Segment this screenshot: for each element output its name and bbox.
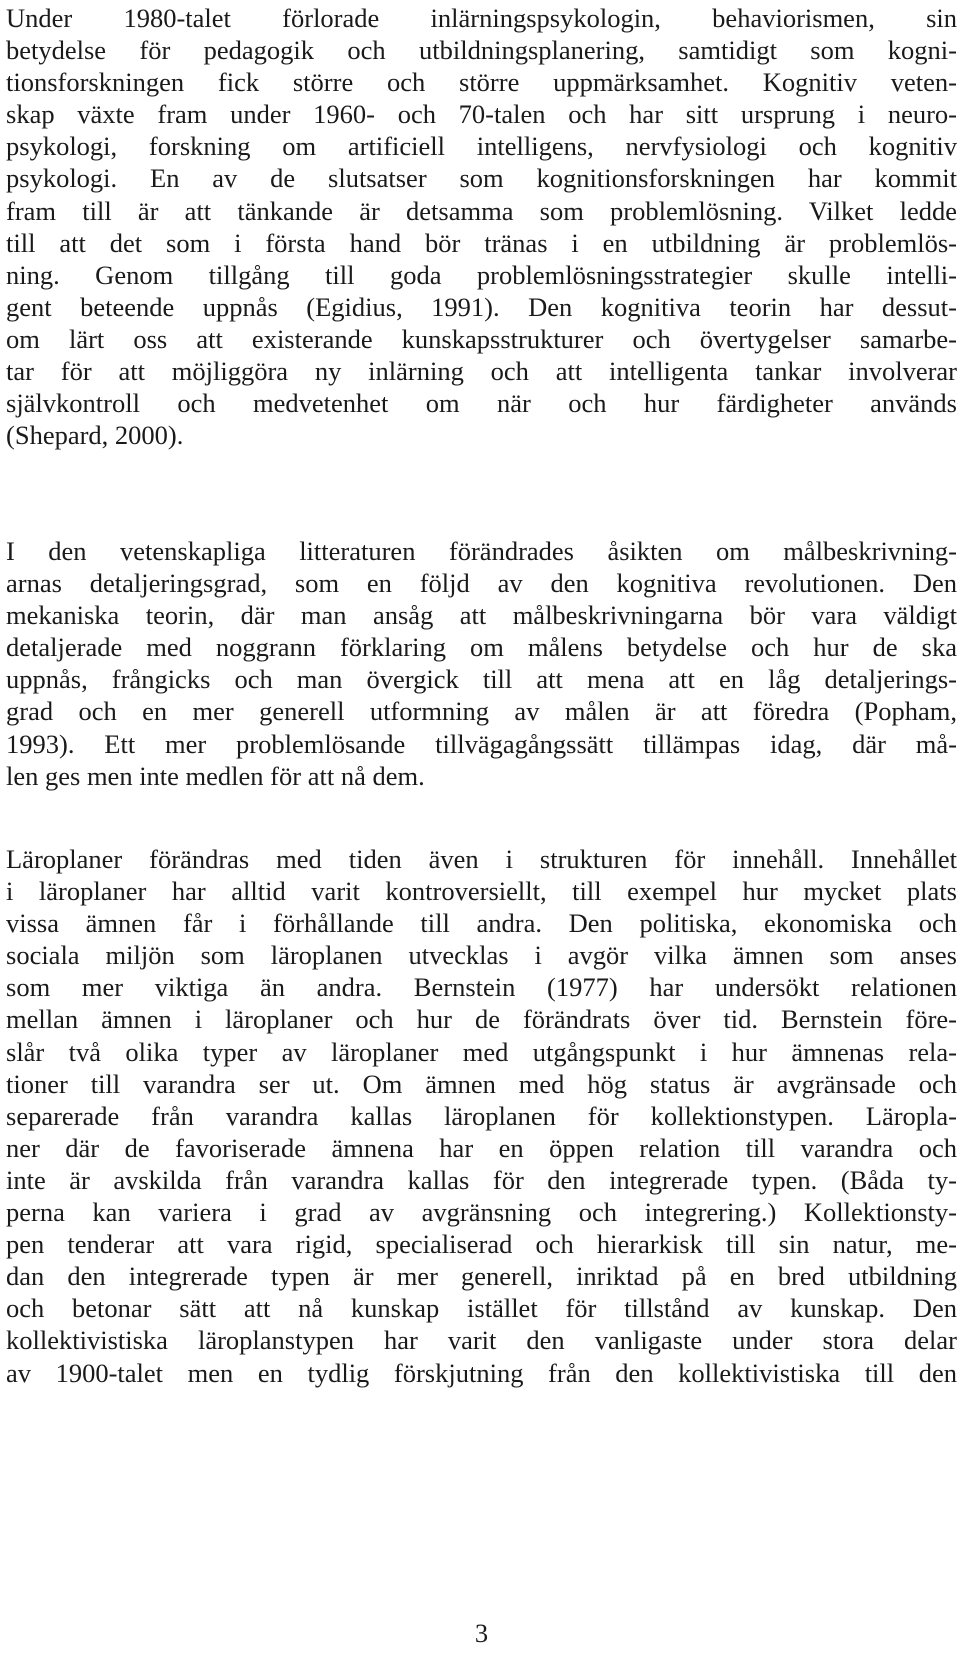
- text-line: grad och en mer generell utformning av målen är att föredra (Popham,: [6, 696, 957, 727]
- text-line: Under 1980-talet förlorade inlärningspsykologin, behaviorismen, sin: [6, 3, 957, 33]
- text-line: ner där de favoriserade ämnena har en öppen relation till varandra och: [6, 1132, 957, 1163]
- text-line: separerade från varandra kallas läroplanen för kollektionstypen. Läropla-: [6, 1100, 957, 1131]
- text-line: uppnås, frångicks och man övergick till att mena att en låg detaljerings-: [6, 664, 957, 695]
- text-line: vissa ämnen får i förhållande till andra. Den politiska, ekonomiska och: [6, 908, 957, 939]
- text-line: (Shepard, 2000).: [6, 420, 184, 451]
- text-line: som mer viktiga än andra. Bernstein (1977) har undersökt relationen: [6, 972, 957, 1003]
- text-line: ning. Genom tillgång till goda problemlösningsstrategier skulle intelli-: [6, 259, 957, 290]
- paragraph-behaviorism: [6, 2, 957, 451]
- text-line: fram till är att tänkande är detsamma som problemlösning. Vilket ledde: [6, 195, 957, 226]
- text-line: Läroplaner förändras med tiden även i strukturen för innehåll. Innehållet: [6, 844, 957, 874]
- text-line: psykologi, forskning om artificiell intelligens, nervfysiologi och kognitiv: [6, 131, 957, 162]
- text-line: I den vetenskapliga litteraturen förändrades åsikten om målbeskrivning-: [6, 536, 957, 566]
- text-line: slår två olika typer av läroplaner med utgångspunkt i hur ämnenas rela-: [6, 1036, 957, 1067]
- text-line: skap växte fram under 1960- och 70-talen och har sitt ursprung i neuro-: [6, 99, 957, 130]
- text-line: sociala miljön som läroplanen utvecklas i avgör vilka ämnen som anses: [6, 940, 957, 971]
- text-line: tar för att möjliggöra ny inlärning och att intelligenta tankar involverar: [6, 356, 957, 387]
- text-line: 1993). Ett mer problemlösande tillvägagångssätt tillämpas idag, där må-: [6, 728, 957, 759]
- text-line: kollektivistiska läroplanstypen har varit den vanligaste under stora delar: [6, 1325, 957, 1356]
- text-line: mekaniska teorin, där man ansåg att målbeskrivningarna bör vara väldigt: [6, 600, 957, 631]
- text-line: av 1900-talet men en tydlig förskjutning från den kollektivistiska till den: [6, 1357, 957, 1388]
- text-line: om lärt oss att existerande kunskapsstrukturer och övertygelser samarbe-: [6, 323, 957, 354]
- text-line: dan den integrerade typen är mer generell, inriktad på en bred utbildning: [6, 1261, 957, 1292]
- text-line: gent beteende uppnås (Egidius, 1991). Den kognitiva teorin har dessut-: [6, 291, 957, 322]
- text-line: tioner till varandra ser ut. Om ämnen med hög status är avgränsade och: [6, 1068, 957, 1099]
- text-line: pen tenderar att vara rigid, specialiserad och hierarkisk till sin natur, me-: [6, 1229, 957, 1260]
- text-line: och betonar sätt att nå kunskap istället för tillstånd av kunskap. Den: [6, 1293, 957, 1324]
- paragraph-curricula: [6, 843, 957, 1389]
- text-line: len ges men inte medlen för att nå dem.: [6, 760, 425, 791]
- text-line: psykologi. En av de slutsatser som kognitionsforskningen har kommit: [6, 163, 957, 194]
- text-line: i läroplaner har alltid varit kontroversiellt, till exempel hur mycket plats: [6, 876, 957, 907]
- document-page: [6, 0, 957, 1661]
- text-line: tionsforskningen fick större och större uppmärksamhet. Kognitiv veten-: [6, 67, 957, 98]
- page-number: 3: [474, 1618, 489, 1648]
- paragraph-goal-descriptions: [6, 535, 957, 792]
- text-line: detaljerade med noggrann förklaring om målens betydelse och hur de ska: [6, 632, 957, 663]
- text-line: mellan ämnen i läroplaner och hur de förändrats över tid. Bernstein före-: [6, 1004, 957, 1035]
- text-line: självkontroll och medvetenhet om när och hur färdigheter används: [6, 388, 957, 419]
- text-line: betydelse för pedagogik och utbildningsplanering, samtidigt som kogni-: [6, 35, 957, 66]
- text-line: inte är avskilda från varandra kallas för den integrerade typen. (Båda ty-: [6, 1164, 957, 1195]
- text-line: perna kan variera i grad av avgränsning och integrering.) Kollektionsty-: [6, 1197, 957, 1228]
- text-line: arnas detaljeringsgrad, som en följd av den kognitiva revolutionen. Den: [6, 568, 957, 599]
- text-line: till att det som i första hand bör tränas i en utbildning är problemlös-: [6, 227, 957, 258]
